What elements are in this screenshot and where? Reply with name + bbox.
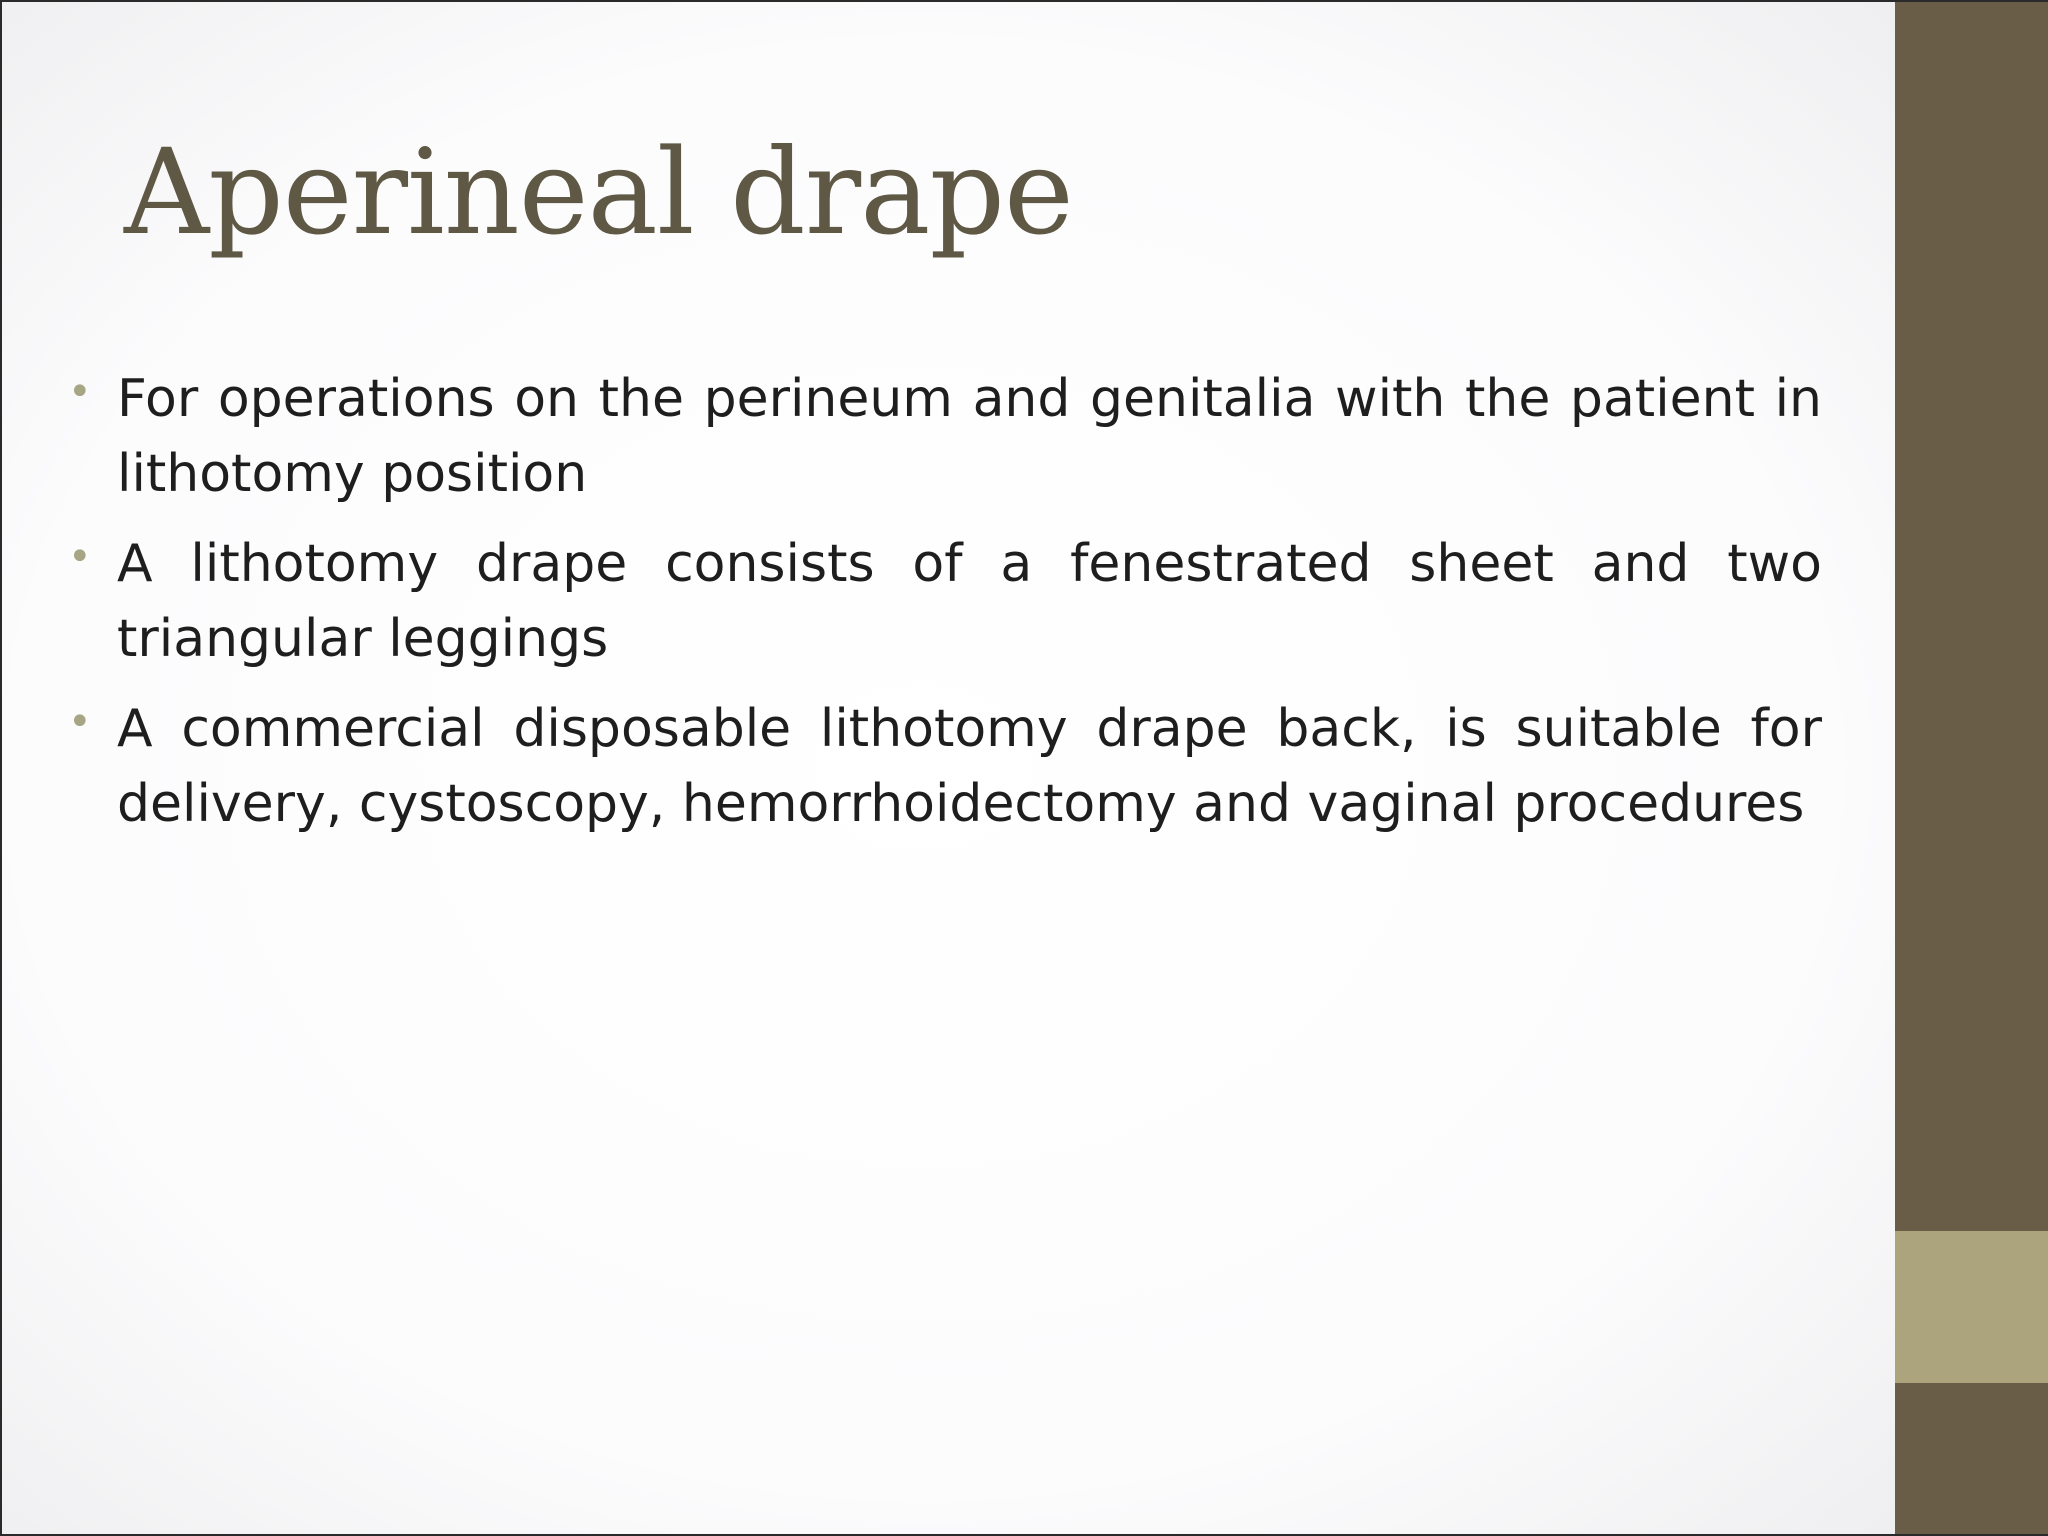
list-item [68,362,1822,512]
bullet-text: For operations on the perineum and genitalia with the patient in lithotomy position [117,369,1822,504]
list-item [68,527,1822,677]
slide-title: Aperineal drape [124,123,1073,261]
bullet-icon: • [68,369,92,415]
side-accent-block [1895,1231,2048,1383]
bullet-list [68,362,1822,857]
bullet-text: A commercial disposable lithotomy drape back, is suitable for delivery, cystoscopy, hemorrhoidectomy and vaginal procedures [117,699,1822,834]
bullet-icon: • [68,699,92,745]
bullet-icon: • [68,534,92,580]
list-item [68,692,1822,842]
bullet-text: A lithotomy drape consists of a fenestrated sheet and two triangular leggings [117,534,1822,669]
side-decoration-bar [1895,2,2048,1536]
